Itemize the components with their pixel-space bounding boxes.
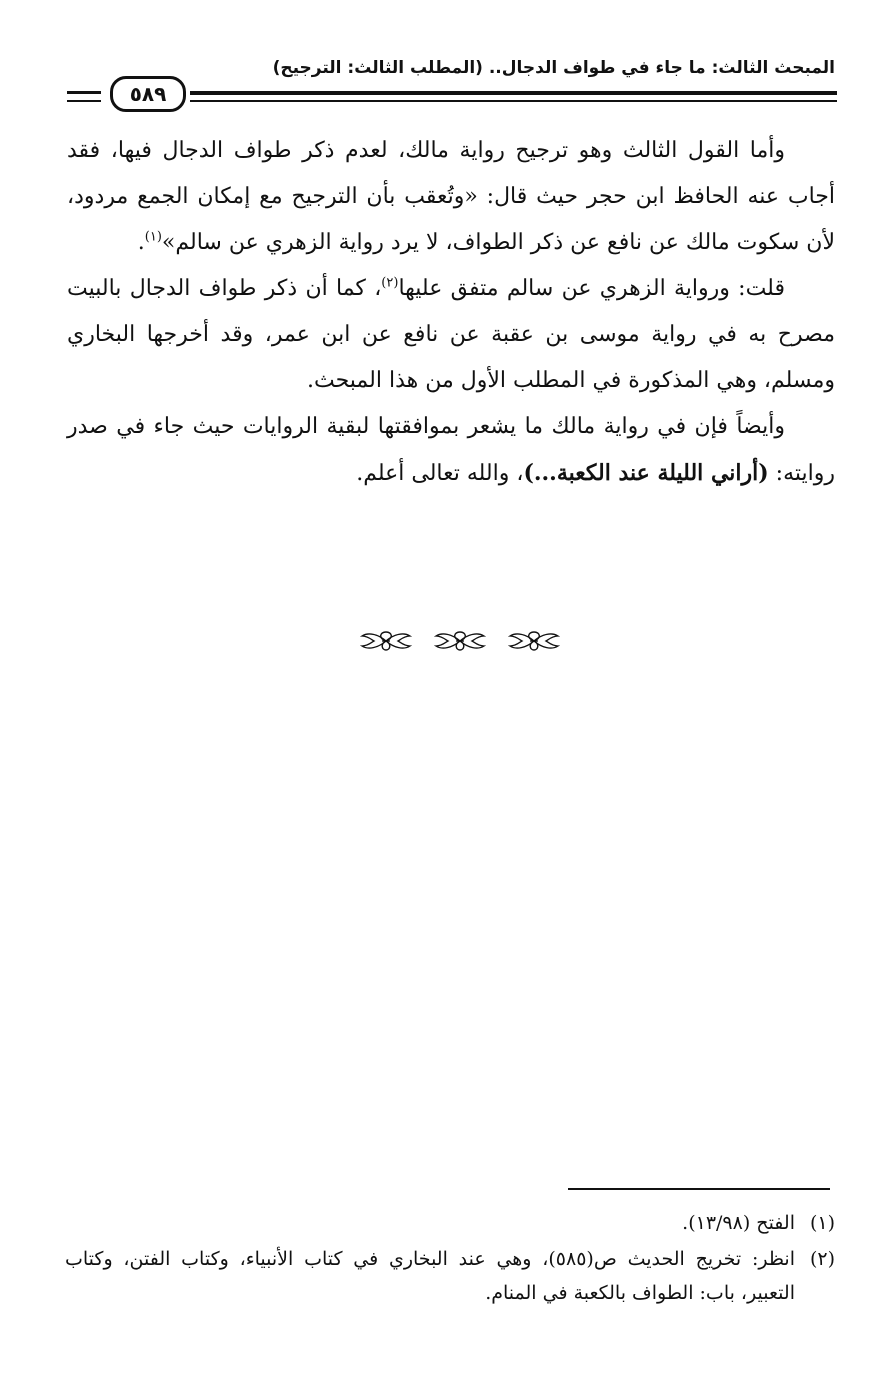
footnote-ref-1: (١) <box>144 229 162 245</box>
paragraph-3 <box>67 404 835 497</box>
footnotes <box>65 1206 835 1312</box>
page-number: ٥٨٩ <box>110 76 186 112</box>
floral-ornament-icon <box>360 628 412 654</box>
paragraph-2-text: قلت: ورواية الزهري عن سالم متفق عليها <box>398 276 785 301</box>
footnote-ref-2: (٢) <box>381 275 399 291</box>
paragraph-1-end: . <box>137 230 145 255</box>
section-end-ornaments <box>360 628 560 658</box>
header-rule-thick <box>190 91 837 95</box>
header-rule-left-thin <box>67 100 101 102</box>
footnote-separator <box>568 1188 830 1190</box>
body-text <box>67 128 835 497</box>
running-title: المبحث الثالث: ما جاء في طواف الدجال.. (المطلب الثالث: الترجيح) <box>272 58 835 78</box>
header-rule-thin <box>190 100 837 102</box>
paragraph-2-end: ، كما أن ذكر طواف الدجال بالبيت مصرح به في رواية موسى بن عقبة عن نافع عن ابن عمر، وقد أخرجها البخاري ومسلم، وهي المذكورة في المطلب الأول من هذا المبحث. <box>67 276 835 393</box>
footnote-1 <box>65 1206 835 1240</box>
footnote-text: الفتح (١٣/٩٨). <box>682 1212 795 1234</box>
paragraph-2 <box>67 266 835 404</box>
paragraph-1 <box>67 128 835 266</box>
footnote-number: (١) <box>809 1212 835 1234</box>
hadith-quote: (أراني الليلة عند الكعبة...) <box>523 460 769 486</box>
paragraph-3-text: وأيضاً فإن في رواية مالك ما يشعر بموافقتها لبقية الروايات حيث جاء في صدر روايته: <box>67 414 835 486</box>
footnote-number: (٢) <box>809 1248 835 1270</box>
floral-ornament-icon <box>508 628 560 654</box>
header-rule-left-thick <box>67 91 101 94</box>
paragraph-1-text: وأما القول الثالث وهو ترجيح رواية مالك، لعدم ذكر طواف الدجال فيها، فقد أجاب عنه الحافظ ابن حجر حيث قال: «وتُعقب بأن الترجيح مع إمكان الجمع مردود، لأن سكوت مالك عن نافع عن ذكر الطواف، لا يرد رواية الزهري عن سالم» <box>67 138 835 255</box>
paragraph-3-end: ، والله تعالى أعلم. <box>356 461 524 486</box>
footnote-text: انظر: تخريج الحديث ص(٥٨٥)، وهي عند البخاري في كتاب الأنبياء، وكتاب الفتن، وكتاب التعبير، باب: الطواف بالكعبة في المنام. <box>65 1248 795 1304</box>
floral-ornament-icon <box>434 628 486 654</box>
footnote-2 <box>65 1242 835 1310</box>
